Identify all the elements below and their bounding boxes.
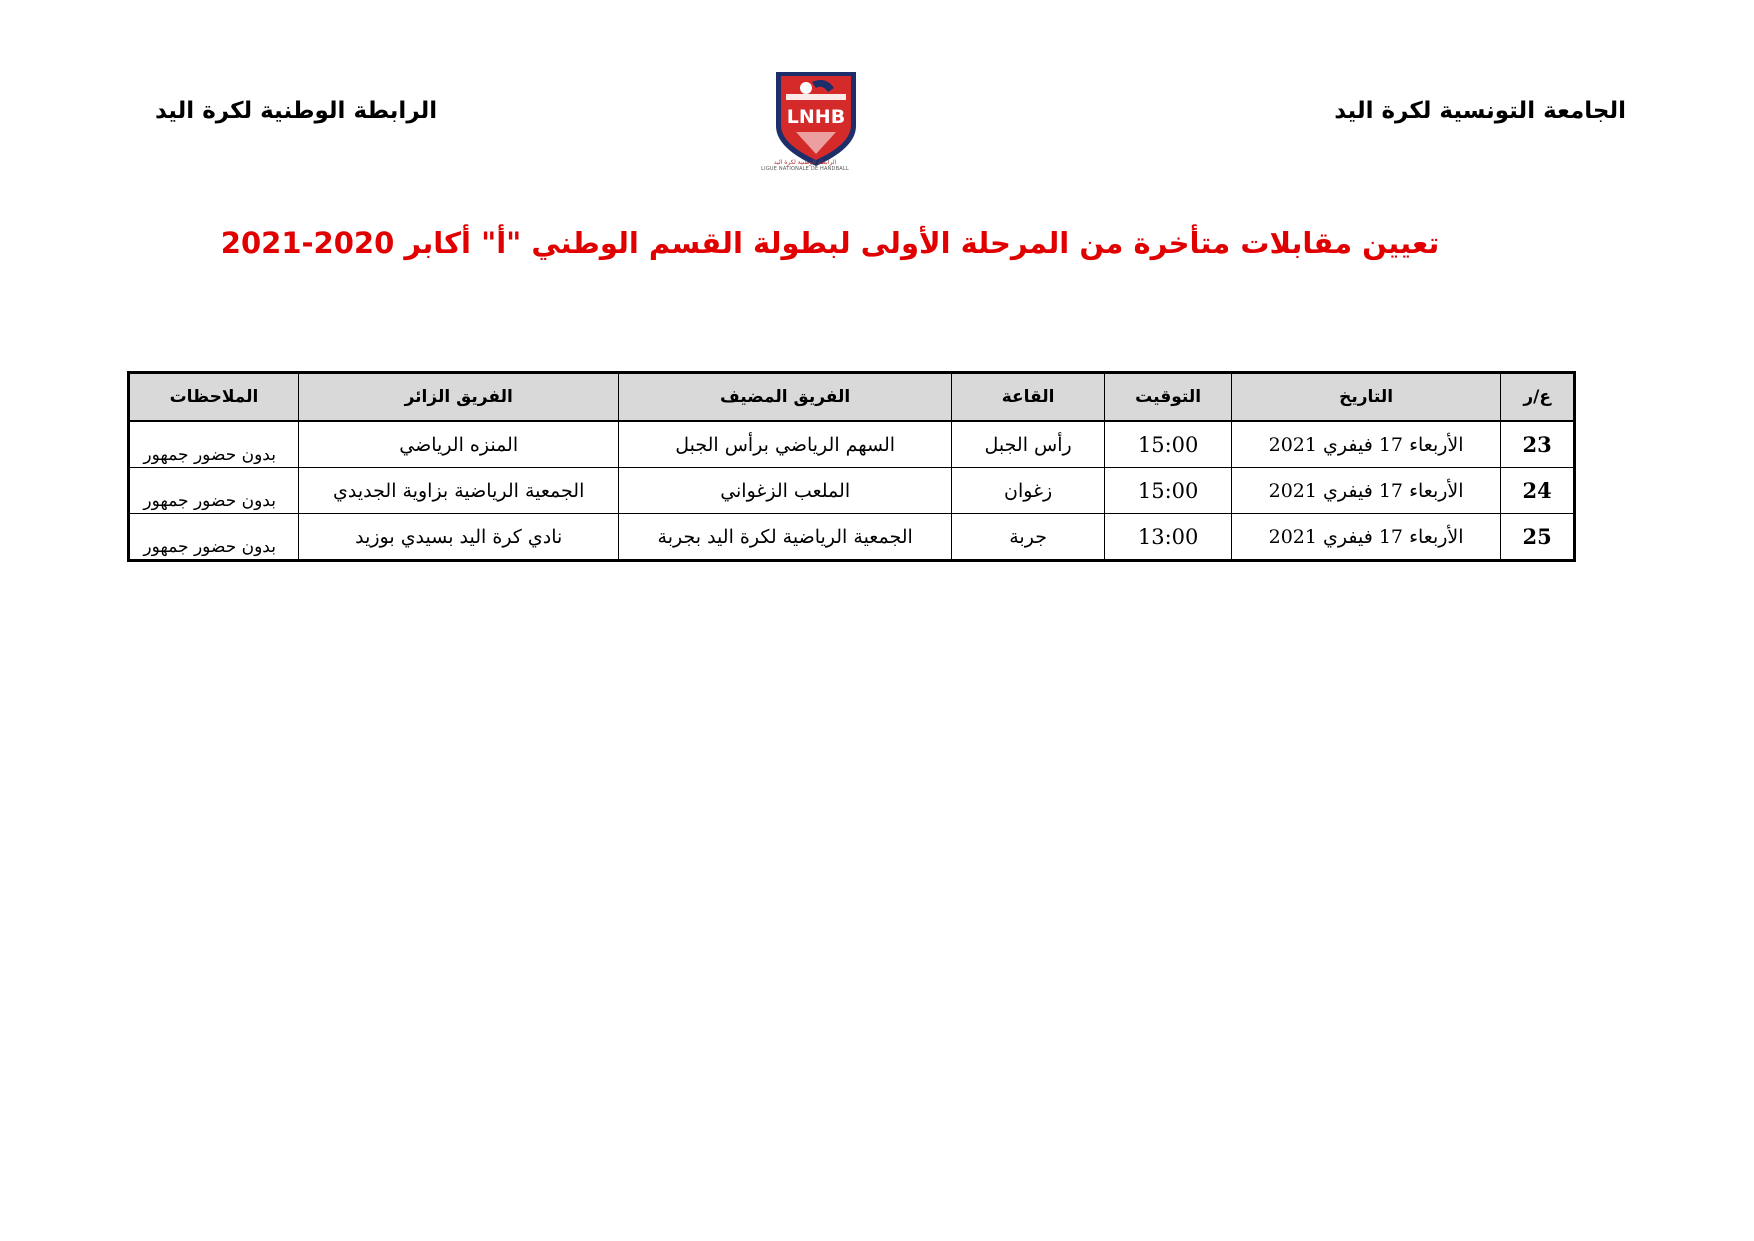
col-header-away: الفريق الزائر xyxy=(298,373,618,422)
league-logo xyxy=(772,62,860,172)
match-venue: جربة xyxy=(951,514,1105,561)
col-header-num: ع/ر xyxy=(1501,373,1575,422)
match-notes: بدون حضور جمهور xyxy=(129,468,299,514)
logo-caption-ar: الرابطة الوطنية لكرة اليد xyxy=(773,159,837,166)
home-team: السهم الرياضي برأس الجبل xyxy=(619,421,951,468)
away-team: المنزه الرياضي xyxy=(298,421,618,468)
match-notes: بدون حضور جمهور xyxy=(129,421,299,468)
match-notes: بدون حضور جمهور xyxy=(129,514,299,561)
match-date: الأربعاء 17 فيفري 2021 xyxy=(1231,468,1500,514)
logo-caption xyxy=(755,159,855,173)
away-team: نادي كرة اليد بسيدي بوزيد xyxy=(298,514,618,561)
col-header-venue: القاعة xyxy=(951,373,1105,422)
match-number: 24 xyxy=(1501,468,1575,514)
col-header-time: التوقيت xyxy=(1105,373,1232,422)
federation-name: الجامعة التونسية لكرة اليد xyxy=(1334,98,1626,124)
league-name: الرابطة الوطنية لكرة اليد xyxy=(155,98,438,124)
table-header-row xyxy=(129,373,1575,422)
col-header-date: التاريخ xyxy=(1231,373,1500,422)
home-team: الجمعية الرياضية لكرة اليد بجربة xyxy=(619,514,951,561)
logo-text: LNHB xyxy=(786,106,846,128)
match-number: 23 xyxy=(1501,421,1575,468)
matches-table xyxy=(127,371,1576,562)
logo-caption-fr: LIGUE NATIONALE DE HANDBALL xyxy=(761,166,849,172)
home-team: الملعب الزغواني xyxy=(619,468,951,514)
table-row xyxy=(129,468,1575,514)
match-venue: رأس الجبل xyxy=(951,421,1105,468)
match-time: 15:00 xyxy=(1105,421,1232,468)
table-row xyxy=(129,514,1575,561)
match-number: 25 xyxy=(1501,514,1575,561)
match-date: الأربعاء 17 فيفري 2021 xyxy=(1231,514,1500,561)
page-title: تعيين مقابلات متأخرة من المرحلة الأولى لبطولة القسم الوطني "أ" أكابر 2020-2021 xyxy=(220,226,1440,260)
match-time: 13:00 xyxy=(1105,514,1232,561)
away-team: الجمعية الرياضية بزاوية الجديدي xyxy=(298,468,618,514)
match-date: الأربعاء 17 فيفري 2021 xyxy=(1231,421,1500,468)
col-header-notes: الملاحظات xyxy=(129,373,299,422)
table-row xyxy=(129,421,1575,468)
col-header-home: الفريق المضيف xyxy=(619,373,951,422)
match-venue: زغوان xyxy=(951,468,1105,514)
match-time: 15:00 xyxy=(1105,468,1232,514)
